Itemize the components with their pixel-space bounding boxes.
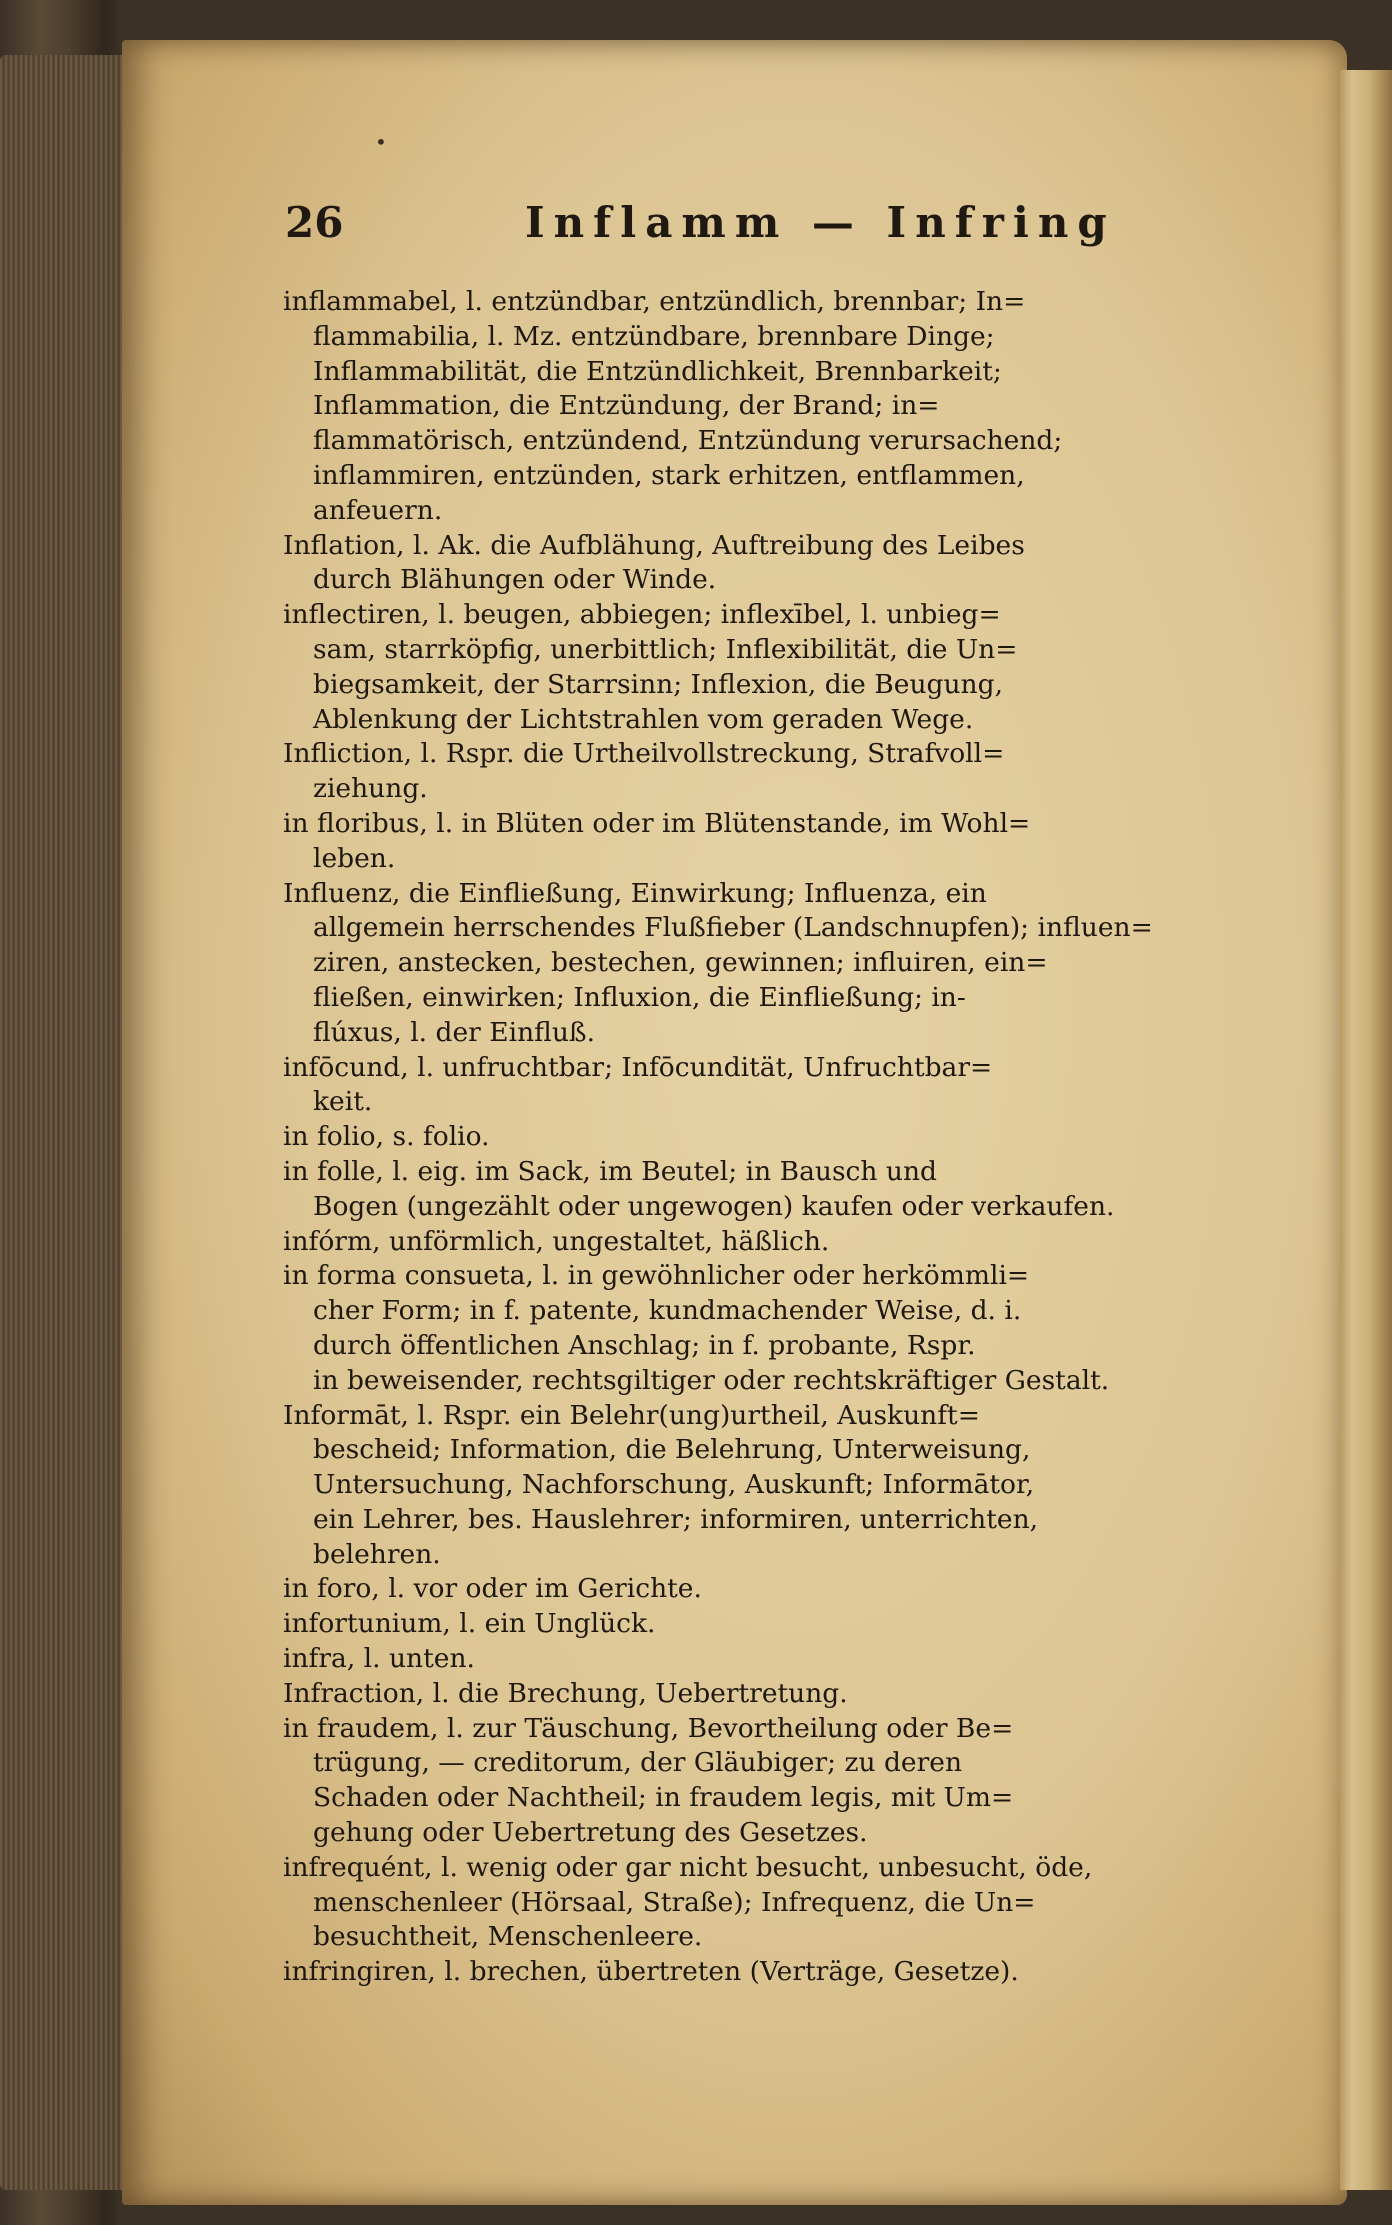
text-line: gehung oder Uebertretung des Gesetzes. xyxy=(313,1817,868,1849)
text-line: infringiren, l. brechen, übertreten (Verträge, Gesetze). xyxy=(283,1956,1019,1988)
dictionary-entries xyxy=(283,285,1258,1990)
text-line: belehren. xyxy=(313,1538,441,1570)
page-number: 26 xyxy=(285,198,344,247)
text-line: trügung, — creditorum, der Gläubiger; zu deren xyxy=(313,1747,963,1779)
text-line: in forma consueta, l. in gewöhnlicher oder herkömmli= xyxy=(283,1260,1030,1292)
text-line: flammatörisch, entzündend, Entzündung verursachend; xyxy=(313,425,1063,457)
text-line: infra, l. unten. xyxy=(283,1643,475,1675)
text-line: biegsamkeit, der Starrsinn; Inflexion, die Beugung, xyxy=(313,668,1003,700)
text-line: infórm, unförmlich, ungestaltet, häßlich. xyxy=(283,1225,830,1257)
text-line: Infliction, l. Rspr. die Urtheilvollstreckung, Strafvoll= xyxy=(283,738,1005,770)
text-line: ziehung. xyxy=(313,773,428,805)
stacked-page-edges xyxy=(0,55,128,2190)
text-line: ziren, anstecken, bestechen, gewinnen; influiren, ein= xyxy=(313,947,1048,979)
text-line: Infraction, l. die Brechung, Uebertretung. xyxy=(283,1677,848,1709)
text-line: menschenleer (Hörsaal, Straße); Infrequenz, die Un= xyxy=(313,1886,1036,1918)
text-line: leben. xyxy=(313,842,396,874)
text-line: infōcund, l. unfruchtbar; Infōcundität, Unfruchtbar= xyxy=(283,1051,993,1083)
text-line: Informāt, l. Rspr. ein Belehr(ung)urtheil, Auskunft= xyxy=(283,1399,980,1431)
text-line: inflammabel, l. entzündbar, entzündlich, brennbar; In= xyxy=(283,286,1026,317)
text-line: sam, starrköpfig, unerbittlich; Inflexibilität, die Un= xyxy=(313,633,1018,665)
text-line: Ablenkung der Lichtstrahlen vom geraden Wege. xyxy=(313,703,974,735)
text-line: inflectiren, l. beugen, abbiegen; inflexībel, l. unbieg= xyxy=(283,599,1001,631)
right-page-edge xyxy=(1340,70,1392,2190)
text-line: Untersuchung, Nachforschung, Auskunft; Informātor, xyxy=(313,1469,1035,1501)
text-line: durch Blähungen oder Winde. xyxy=(313,564,717,596)
text-line: infrequént, l. wenig oder gar nicht besucht, unbesucht, öde, xyxy=(283,1851,1093,1883)
ink-speck: • xyxy=(375,130,387,154)
text-line: Inflammabilität, die Entzündlichkeit, Brennbarkeit; xyxy=(313,355,1002,387)
text-line: flúxus, l. der Einfluß. xyxy=(313,1016,596,1048)
text-line: infortunium, l. ein Unglück. xyxy=(283,1608,656,1640)
text-line: allgemein herrschendes Flußfieber (Landschnupfen); influen= xyxy=(313,912,1153,944)
text-line: keit. xyxy=(313,1086,373,1118)
text-line: Bogen (ungezählt oder ungewogen) kaufen oder verkaufen. xyxy=(313,1190,1115,1222)
text-line: flammabilia, l. Mz. entzündbare, brennbare Dinge; xyxy=(313,320,995,352)
text-line: in beweisender, rechtsgiltiger oder rechtskräftiger Gestalt. xyxy=(313,1364,1110,1396)
running-title: Inflamm — Infring xyxy=(525,198,1116,247)
text-line: Inflation, l. Ak. die Aufblähung, Auftreibung des Leibes xyxy=(283,529,1025,561)
text-line: besuchtheit, Menschenleere. xyxy=(313,1921,703,1953)
text-line: inflammiren, entzünden, stark erhitzen, entflammen, xyxy=(313,459,1025,491)
text-line: in folle, l. eig. im Sack, im Beutel; in Bausch und xyxy=(283,1155,937,1187)
text-line: durch öffentlichen Anschlag; in f. probante, Rspr. xyxy=(313,1329,976,1361)
text-line: bescheid; Information, die Belehrung, Unterweisung, xyxy=(313,1434,1031,1466)
text-line: cher Form; in f. patente, kundmachender Weise, d. i. xyxy=(313,1295,1022,1327)
text-line: anfeuern. xyxy=(313,494,443,526)
text-line: Inflammation, die Entzündung, der Brand; in= xyxy=(313,390,940,422)
text-line: fließen, einwirken; Influxion, die Einfließung; in- xyxy=(313,981,966,1013)
text-line: Schaden oder Nachtheil; in fraudem legis, mit Um= xyxy=(313,1782,1014,1814)
text-line: Influenz, die Einfließung, Einwirkung; Influenza, ein xyxy=(283,877,987,909)
text-line: in folio, s. folio. xyxy=(283,1121,490,1153)
running-head xyxy=(285,198,1285,258)
text-line: in floribus, l. in Blüten oder im Blütenstande, im Wohl= xyxy=(283,807,1031,839)
text-line: in foro, l. vor oder im Gerichte. xyxy=(283,1573,702,1605)
text-line: ein Lehrer, bes. Hauslehrer; informiren, unterrichten, xyxy=(313,1503,1039,1535)
text-line: in fraudem, l. zur Täuschung, Bevortheilung oder Be= xyxy=(283,1712,1014,1744)
